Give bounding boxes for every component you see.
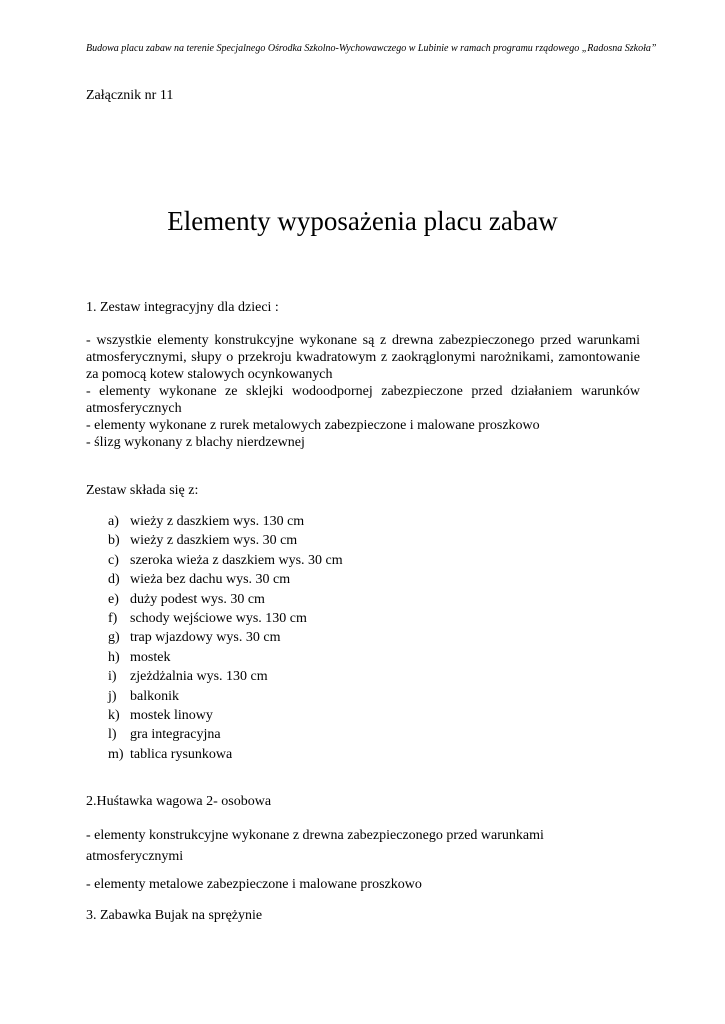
running-header: Budowa placu zabaw na terenie Specjalnego Ośrodka Szkolno-Wychowawczego w Lubinie w ramach programu rządowego „Radosna Szkoła” (86, 43, 657, 54)
list-letter: b) (108, 533, 120, 549)
list-item (108, 667, 343, 686)
list-item-text: wieży z daszkiem wys. 130 cm (130, 514, 305, 529)
list-item (108, 512, 343, 531)
list-letter: c) (108, 552, 119, 568)
list-item (108, 551, 343, 570)
list-letter: f) (108, 610, 118, 626)
list-item-text: szeroka wieża z daszkiem wys. 30 cm (130, 552, 343, 568)
section2-spec: - elementy metalowe zabezpieczone i malowane proszkowo (86, 877, 422, 892)
list-item-text: schody wejściowe wys. 130 cm (130, 610, 307, 626)
list-item (108, 745, 343, 764)
list-item (108, 590, 343, 609)
list-letter: k) (108, 707, 120, 723)
list-item-text: gra integracyjna (130, 727, 221, 743)
list-item (108, 531, 343, 550)
list-item (108, 725, 343, 744)
list-item-text: tablica rysunkowa (130, 746, 233, 762)
section1-specs (86, 332, 640, 451)
list-letter: a) (108, 514, 119, 529)
list-letter: j) (108, 688, 117, 704)
section2-heading: 2.Huśtawka wagowa 2- osobowa (86, 794, 272, 809)
list-letter: g) (108, 630, 120, 646)
list-item-text: wieża bez dachu wys. 30 cm (130, 572, 291, 588)
spec-paragraph: - wszystkie elementy konstrukcyjne wykonane są z drewna zabezpieczonego przed warunkami atmosferycznymi, słupy o przekroju kwadratowym z zaokrąglonymi narożnikami, zamontowanie za pomocą kotew stalowych ocynkowanych (86, 333, 640, 382)
list-letter: m) (108, 746, 124, 762)
list-letter: e) (108, 591, 119, 607)
section1-heading: 1. Zestaw integracyjny dla dzieci : (86, 300, 279, 315)
composition-label: Zestaw składa się z: (86, 483, 199, 498)
list-letter: l) (108, 727, 117, 743)
section3-heading: 3. Zabawka Bujak na sprężynie (86, 908, 263, 923)
list-item-text: balkonik (130, 688, 179, 704)
composition-list (108, 512, 343, 764)
list-letter: d) (108, 572, 120, 588)
page-title: Elementy wyposażenia placu zabaw (167, 206, 558, 236)
section2-spec: - elementy konstrukcyjne wykonane z drewna zabezpieczonego przed warunkami atmosferycznymi (86, 828, 544, 864)
list-item (108, 570, 343, 589)
list-item (108, 628, 343, 647)
list-item-text: wieży z daszkiem wys. 30 cm (130, 533, 298, 549)
spec-paragraph: - ślizg wykonany z blachy nierdzewnej (86, 435, 305, 450)
spec-paragraph: - elementy wykonane ze sklejki wodoodpornej zabezpieczone przed działaniem warunków atmosferycznych (86, 384, 640, 416)
spec-paragraph: - elementy wykonane z rurek metalowych zabezpieczone i malowane proszkowo (86, 418, 540, 433)
list-letter: i) (108, 669, 117, 685)
list-item (108, 648, 343, 667)
list-letter: h) (108, 649, 120, 665)
attachment-number: Załącznik nr 11 (86, 88, 174, 103)
list-item-text: zjeżdżalnia wys. 130 cm (130, 669, 268, 685)
list-item-text: mostek (130, 649, 171, 665)
list-item-text: mostek linowy (130, 707, 213, 723)
list-item-text: trap wjazdowy wys. 30 cm (130, 630, 281, 646)
list-item-text: duży podest wys. 30 cm (130, 591, 265, 607)
list-item (108, 687, 343, 706)
list-item (108, 609, 343, 628)
list-item (108, 706, 343, 725)
